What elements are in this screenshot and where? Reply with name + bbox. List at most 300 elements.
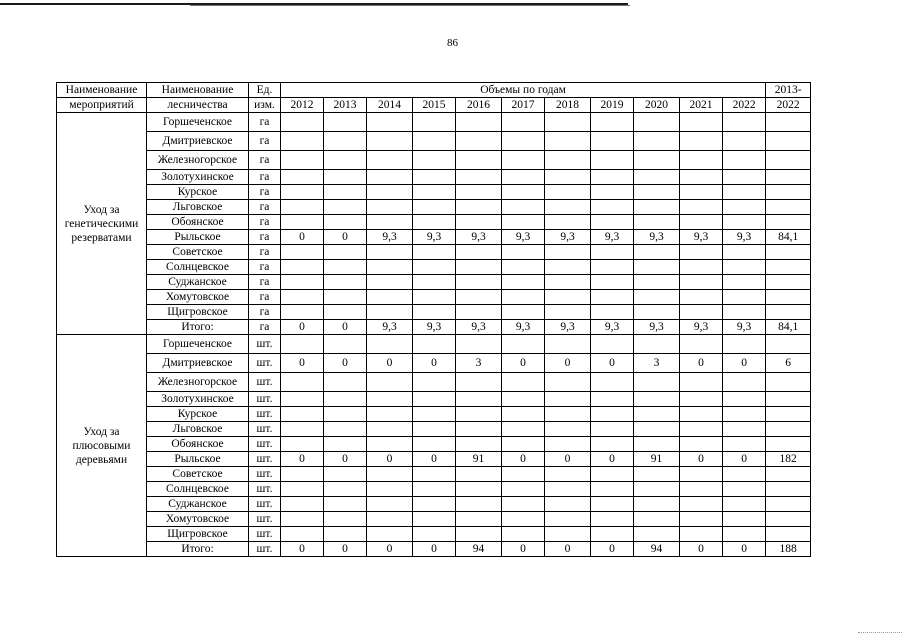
total-cell [766, 422, 811, 437]
unit-cell: га [249, 215, 281, 230]
header-forestry-line2: лесничества [147, 98, 249, 113]
value-cell [413, 422, 456, 437]
table-row [57, 245, 811, 260]
value-cell [723, 170, 766, 185]
value-cell [367, 335, 413, 354]
total-cell [766, 215, 811, 230]
value-cell [281, 527, 324, 542]
total-cell [766, 185, 811, 200]
value-cell [502, 527, 545, 542]
value-cell [591, 497, 634, 512]
value-cell [367, 132, 413, 151]
forestry-name-cell: Рыльское [147, 452, 249, 467]
value-cell [634, 275, 680, 290]
value-cell [545, 151, 591, 170]
value-cell: 9,3 [634, 320, 680, 335]
value-cell [502, 215, 545, 230]
total-cell [766, 392, 811, 407]
total-cell [766, 482, 811, 497]
value-cell [281, 245, 324, 260]
value-cell [324, 260, 367, 275]
value-cell: 0 [591, 542, 634, 557]
value-cell [367, 151, 413, 170]
unit-cell: га [249, 260, 281, 275]
value-cell [502, 245, 545, 260]
value-cell [281, 422, 324, 437]
value-cell [723, 437, 766, 452]
value-cell [324, 512, 367, 527]
value-cell [545, 497, 591, 512]
value-cell [723, 200, 766, 215]
value-cell [680, 245, 723, 260]
value-cell [502, 373, 545, 392]
value-cell [545, 482, 591, 497]
value-cell [591, 290, 634, 305]
table-row [57, 512, 811, 527]
value-cell: 9,3 [545, 320, 591, 335]
forestry-name-cell: Итого: [147, 320, 249, 335]
header-activity-line2: мероприятий [57, 98, 147, 113]
unit-cell: шт. [249, 452, 281, 467]
header-volumes: Объемы по годам [281, 83, 766, 98]
forestry-name-cell: Хомутовское [147, 290, 249, 305]
value-cell: 0 [367, 542, 413, 557]
value-cell [634, 290, 680, 305]
total-cell [766, 335, 811, 354]
value-cell: 9,3 [591, 230, 634, 245]
value-cell [502, 422, 545, 437]
header-year: 2022 [723, 98, 766, 113]
value-cell [281, 373, 324, 392]
value-cell: 0 [502, 354, 545, 373]
value-cell: 0 [324, 452, 367, 467]
value-cell [324, 407, 367, 422]
value-cell [413, 185, 456, 200]
total-cell [766, 113, 811, 132]
table-row [57, 354, 811, 373]
value-cell [680, 260, 723, 275]
header-year: 2016 [456, 98, 502, 113]
value-cell [456, 275, 502, 290]
value-cell: 0 [413, 354, 456, 373]
forestry-name-cell: Советское [147, 245, 249, 260]
value-cell [367, 185, 413, 200]
value-cell [680, 527, 723, 542]
value-cell [367, 497, 413, 512]
value-cell: 0 [413, 542, 456, 557]
forestry-name-cell: Солнцевское [147, 482, 249, 497]
value-cell: 0 [591, 452, 634, 467]
unit-cell: шт. [249, 497, 281, 512]
value-cell [502, 185, 545, 200]
value-cell [324, 185, 367, 200]
unit-cell: шт. [249, 354, 281, 373]
table-row [57, 422, 811, 437]
value-cell [634, 170, 680, 185]
value-cell [456, 407, 502, 422]
table-row [57, 373, 811, 392]
forestry-name-cell: Щигровское [147, 527, 249, 542]
forestry-name-cell: Горшеченское [147, 113, 249, 132]
value-cell: 0 [281, 542, 324, 557]
value-cell: 0 [502, 452, 545, 467]
value-cell [502, 170, 545, 185]
value-cell [413, 497, 456, 512]
value-cell [367, 113, 413, 132]
value-cell [634, 132, 680, 151]
value-cell [456, 215, 502, 230]
value-cell [456, 200, 502, 215]
value-cell: 9,3 [367, 230, 413, 245]
value-cell [367, 512, 413, 527]
header-year: 2020 [634, 98, 680, 113]
value-cell [367, 275, 413, 290]
value-cell [502, 151, 545, 170]
value-cell [413, 512, 456, 527]
value-cell: 0 [680, 354, 723, 373]
value-cell [367, 215, 413, 230]
value-cell [545, 373, 591, 392]
value-cell: 94 [634, 542, 680, 557]
value-cell [324, 373, 367, 392]
value-cell: 9,3 [413, 320, 456, 335]
value-cell [680, 170, 723, 185]
value-cell [591, 215, 634, 230]
value-cell [723, 373, 766, 392]
value-cell [367, 260, 413, 275]
value-cell [545, 170, 591, 185]
forestry-name-cell: Хомутовское [147, 512, 249, 527]
unit-cell: га [249, 290, 281, 305]
value-cell: 0 [680, 542, 723, 557]
value-cell: 3 [634, 354, 680, 373]
value-cell [545, 132, 591, 151]
value-cell [413, 437, 456, 452]
value-cell: 0 [324, 230, 367, 245]
value-cell [634, 151, 680, 170]
value-cell [456, 260, 502, 275]
table-row [57, 392, 811, 407]
value-cell [723, 512, 766, 527]
value-cell [591, 373, 634, 392]
value-cell: 0 [281, 230, 324, 245]
value-cell [680, 290, 723, 305]
table-row [57, 260, 811, 275]
value-cell [502, 437, 545, 452]
value-cell [456, 392, 502, 407]
value-cell [634, 113, 680, 132]
total-cell: 84,1 [766, 230, 811, 245]
value-cell [456, 497, 502, 512]
total-cell: 6 [766, 354, 811, 373]
header-row-1 [57, 83, 811, 98]
value-cell [324, 275, 367, 290]
value-cell [723, 215, 766, 230]
value-cell: 9,3 [502, 230, 545, 245]
value-cell: 0 [545, 542, 591, 557]
value-cell [723, 245, 766, 260]
value-cell [281, 392, 324, 407]
value-cell [680, 512, 723, 527]
value-cell [680, 275, 723, 290]
value-cell [456, 132, 502, 151]
value-cell [413, 151, 456, 170]
value-cell [723, 305, 766, 320]
value-cell [545, 200, 591, 215]
value-cell: 0 [281, 452, 324, 467]
table-row [57, 290, 811, 305]
value-cell [413, 407, 456, 422]
value-cell [281, 482, 324, 497]
forestry-name-cell: Дмитриевское [147, 132, 249, 151]
unit-cell: шт. [249, 373, 281, 392]
value-cell [324, 482, 367, 497]
table-row [57, 437, 811, 452]
value-cell: 0 [367, 452, 413, 467]
value-cell [281, 407, 324, 422]
value-cell [281, 260, 324, 275]
table-row [57, 335, 811, 354]
value-cell [723, 422, 766, 437]
value-cell [680, 335, 723, 354]
value-cell [723, 275, 766, 290]
value-cell [680, 215, 723, 230]
value-cell [281, 185, 324, 200]
header-total-line2: 2022 [766, 98, 811, 113]
forestry-name-cell: Льговское [147, 422, 249, 437]
value-cell [634, 512, 680, 527]
table-row [57, 200, 811, 215]
total-cell [766, 170, 811, 185]
total-cell: 84,1 [766, 320, 811, 335]
value-cell [324, 497, 367, 512]
unit-cell: шт. [249, 527, 281, 542]
value-cell [723, 113, 766, 132]
value-cell [723, 290, 766, 305]
value-cell [634, 185, 680, 200]
value-cell [413, 482, 456, 497]
value-cell [680, 132, 723, 151]
value-cell: 0 [281, 354, 324, 373]
forestry-name-cell: Рыльское [147, 230, 249, 245]
value-cell [545, 467, 591, 482]
forestry-name-cell: Льговское [147, 200, 249, 215]
value-cell: 0 [545, 452, 591, 467]
value-cell [723, 392, 766, 407]
value-cell [324, 422, 367, 437]
total-cell [766, 132, 811, 151]
value-cell [456, 437, 502, 452]
value-cell [545, 113, 591, 132]
value-cell [324, 392, 367, 407]
value-cell: 0 [324, 542, 367, 557]
value-cell [723, 335, 766, 354]
value-cell [281, 497, 324, 512]
value-cell [281, 113, 324, 132]
value-cell [281, 437, 324, 452]
value-cell: 0 [413, 452, 456, 467]
total-cell [766, 151, 811, 170]
forestry-name-cell: Суджанское [147, 275, 249, 290]
value-cell [324, 113, 367, 132]
value-cell [545, 437, 591, 452]
total-cell [766, 512, 811, 527]
value-cell [413, 373, 456, 392]
header-unit-line1: Ед. [249, 83, 281, 98]
forestry-name-cell: Советское [147, 467, 249, 482]
table-row [57, 170, 811, 185]
table-row [57, 132, 811, 151]
value-cell [456, 527, 502, 542]
value-cell [680, 305, 723, 320]
header-forestry-line1: Наименование [147, 83, 249, 98]
value-cell: 0 [591, 354, 634, 373]
value-cell: 9,3 [413, 230, 456, 245]
table-row [57, 497, 811, 512]
forestry-name-cell: Суджанское [147, 497, 249, 512]
value-cell [502, 467, 545, 482]
total-cell [766, 260, 811, 275]
value-cell [591, 132, 634, 151]
value-cell: 9,3 [456, 320, 502, 335]
table-row [57, 151, 811, 170]
value-cell: 9,3 [502, 320, 545, 335]
unit-cell: га [249, 245, 281, 260]
value-cell [680, 151, 723, 170]
volumes-table [56, 82, 811, 557]
value-cell [723, 260, 766, 275]
value-cell [591, 305, 634, 320]
unit-cell: шт. [249, 437, 281, 452]
value-cell [591, 512, 634, 527]
value-cell [367, 290, 413, 305]
value-cell [324, 151, 367, 170]
unit-cell: га [249, 113, 281, 132]
table-row [57, 305, 811, 320]
value-cell [281, 275, 324, 290]
total-cell [766, 407, 811, 422]
value-cell [634, 373, 680, 392]
value-cell [545, 290, 591, 305]
value-cell [502, 512, 545, 527]
value-cell [456, 335, 502, 354]
value-cell [456, 245, 502, 260]
header-year: 2015 [413, 98, 456, 113]
total-cell [766, 497, 811, 512]
forestry-name-cell: Золотухинское [147, 392, 249, 407]
value-cell [281, 132, 324, 151]
table-row [57, 230, 811, 245]
forestry-name-cell: Горшеченское [147, 335, 249, 354]
value-cell [591, 482, 634, 497]
forestry-name-cell: Дмитриевское [147, 354, 249, 373]
value-cell [413, 467, 456, 482]
value-cell: 9,3 [456, 230, 502, 245]
value-cell [591, 437, 634, 452]
value-cell [680, 392, 723, 407]
value-cell [634, 467, 680, 482]
value-cell [413, 290, 456, 305]
value-cell [591, 200, 634, 215]
value-cell [413, 215, 456, 230]
unit-cell: шт. [249, 407, 281, 422]
value-cell [413, 260, 456, 275]
value-cell [502, 200, 545, 215]
value-cell: 9,3 [680, 320, 723, 335]
total-cell [766, 437, 811, 452]
value-cell: 0 [367, 354, 413, 373]
value-cell [723, 151, 766, 170]
unit-cell: га [249, 275, 281, 290]
value-cell [413, 245, 456, 260]
value-cell [413, 200, 456, 215]
forestry-name-cell: Железногорское [147, 151, 249, 170]
value-cell [545, 260, 591, 275]
top-rule-thin [190, 5, 630, 6]
value-cell [324, 170, 367, 185]
value-cell: 0 [680, 452, 723, 467]
value-cell [324, 245, 367, 260]
total-cell [766, 275, 811, 290]
value-cell [456, 305, 502, 320]
value-cell [324, 467, 367, 482]
value-cell [723, 407, 766, 422]
value-cell [502, 260, 545, 275]
value-cell [281, 335, 324, 354]
activity-cell: Уход за плюсовыми деревьями [57, 335, 147, 557]
header-year: 2014 [367, 98, 413, 113]
value-cell: 0 [324, 320, 367, 335]
value-cell [634, 437, 680, 452]
header-activity-line1: Наименование [57, 83, 147, 98]
value-cell [367, 422, 413, 437]
value-cell [456, 422, 502, 437]
table-row [57, 407, 811, 422]
total-cell: 188 [766, 542, 811, 557]
table-row [57, 113, 811, 132]
value-cell [723, 527, 766, 542]
value-cell [367, 392, 413, 407]
value-cell: 9,3 [634, 230, 680, 245]
value-cell [591, 185, 634, 200]
value-cell [502, 407, 545, 422]
value-cell [634, 200, 680, 215]
value-cell [634, 260, 680, 275]
value-cell [456, 373, 502, 392]
value-cell [502, 113, 545, 132]
value-cell [545, 392, 591, 407]
value-cell [591, 527, 634, 542]
forestry-name-cell: Итого: [147, 542, 249, 557]
unit-cell: шт. [249, 482, 281, 497]
value-cell [591, 467, 634, 482]
table-row [57, 482, 811, 497]
value-cell [545, 185, 591, 200]
value-cell [680, 113, 723, 132]
value-cell [281, 467, 324, 482]
value-cell [545, 275, 591, 290]
value-cell [367, 407, 413, 422]
value-cell: 9,3 [367, 320, 413, 335]
value-cell [634, 392, 680, 407]
value-cell [367, 373, 413, 392]
total-cell [766, 527, 811, 542]
value-cell [634, 335, 680, 354]
value-cell [367, 467, 413, 482]
value-cell [723, 132, 766, 151]
value-cell [324, 200, 367, 215]
value-cell [680, 482, 723, 497]
